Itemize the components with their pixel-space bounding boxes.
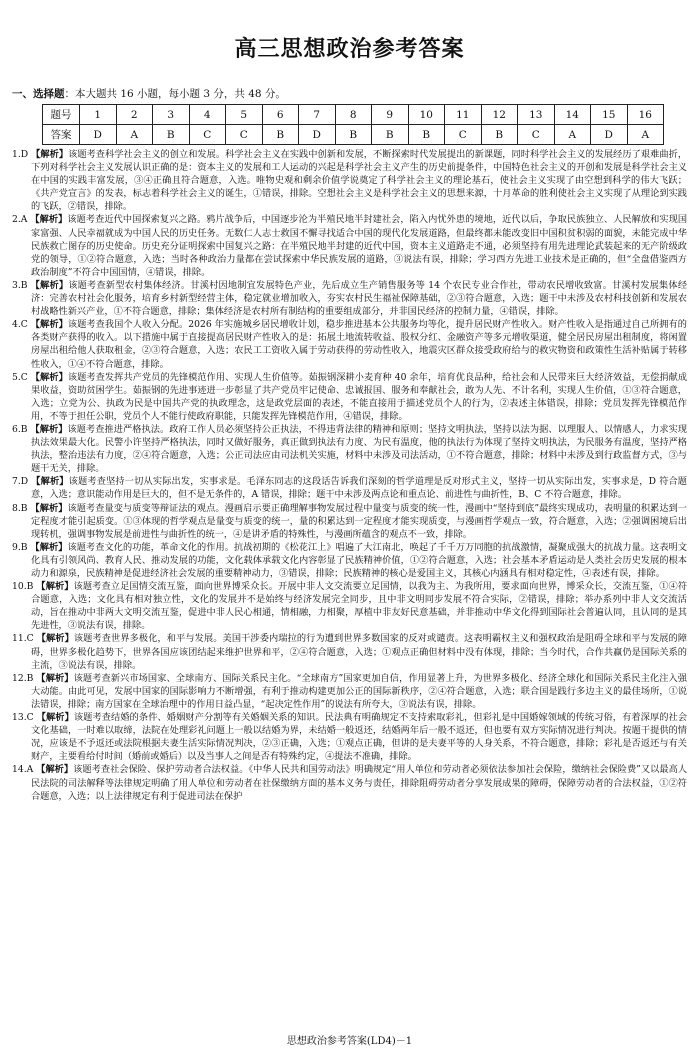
analysis-tag: 【解析】: [36, 712, 74, 724]
item-number: 12.B: [12, 672, 34, 684]
explanation-item: [12, 580, 687, 632]
section-label: 一、选择题: [12, 88, 65, 100]
answer-cell: B: [335, 125, 372, 145]
question-number-cell: 4: [189, 105, 226, 125]
item-text: 该题考查发挥共产党员的先锋模范作用、实现人生价值等。茹振钢深耕小麦育种 40 余年，培育优良品种，给社会和人民带来巨大经济效益，无偿捐献成果收益，资助贫困学生。茹振钢的先进事迹进一步彰显了共产党员牢记使命、忠诚报国、服务和奉献社会，敢为人先、不计名利，实现人生价值，①③符合题意，入选；立党为公、执政为民是中国共产党的执政理念，这是政党层面的表述，不能直接用于描述党员个人的行为，②表述主体错误，排除；党员发挥先锋模范作用，不等于担任公职，党员个人不能行使政府职能，只能发挥先锋模范作用，④错误，排除。: [31, 371, 688, 422]
answer-cell: D: [299, 125, 336, 145]
item-number: 1.D: [12, 149, 29, 160]
answer-cell: C: [518, 125, 555, 145]
question-number-cell: 5: [226, 105, 263, 125]
item-number: 8.B: [12, 502, 28, 514]
answer-cell: B: [262, 125, 299, 145]
analysis-tag: 【解析】: [30, 502, 68, 514]
item-text: 该题考查新型农村集体经济。甘溪村因地制宜发展特色产业，先后成立生产销售服务等 14 个农民专业合作社，带动农民增收致富。甘溪村发展集体经济：完善农村社会化服务，培育乡村新型经营主体，稳定就业增加收入，夯实农村民生福祉保障基础，②③符合题意，入选；题干中未涉及农村科技创新和发展农村战略性新兴产业，①不符合题意，排除；集体经济是农村所有制结构的重要组成部分，并非国民经济的控制力量，④错误，排除。: [31, 279, 688, 318]
item-number: 9.B: [12, 541, 28, 553]
item-text: 该题考查文化的功能，革命文化的作用。抗战初期的《松花江上》唱遍了大江南北，唤起了千千万万同胞的抗战激情，凝聚成强大的抗战力量。这表明文化具有引领风尚、教育人民、推动发展的功能，文化载体承载文化内容彰显了民族精神价值，①②符合题意，入选；社会基本矛盾运动是人类社会历史发展的根本动力和源泉，民族精神是促进经济社会发展的重要精神动力，③错误，排除；民族精神的核心是爱国主义，其核心内涵具有相对稳定性，④表述有误，排除。: [31, 541, 688, 579]
answer-cell: A: [627, 125, 664, 145]
item-text: 该题考查结婚的条件、婚姻财产分割等有关婚姻关系的知识。民法典有明确规定不支持索取彩礼，但彩礼是中国婚嫁领域的传统习俗，有着深厚的社会文化基础，一时难以取缔，法院在处理彩礼问题上一般以结婚为界，未结婚一般返还，结婚两年后一般不返还，但也要有双方实际情况进行判决。按题干提供的情况，应该是不予返还或法院根据夫妻生活实际情况判决，②③正确，入选；①观点正确，但讲的是夫妻平等的人身关系，不符合题意，排除；彩礼是否返还与有关财产，主要看给付时间（婚前或婚后）以及当事人之间是否有特殊约定，④提法不准确，排除。: [31, 712, 688, 763]
question-number-cell: 7: [299, 105, 336, 125]
answer-table: [42, 104, 664, 145]
item-text: 该题考查量变与质变等辩证法的观点。漫画启示要正确理解事物发展过程中量变与质变的统一性，漫画中“坚持到底”最终实现成功，表明量的积累达到一定程度才能引起质变。①③体现的哲学观点是量变与质变的统一，量的积累达到一定程度才能实现质变，与漫画哲学观点一致，符合题意，入选；②强调困境后出现转机，强调事物发展是前进性与曲折性的统一，④是讲矛盾的特殊性，与漫画所蕴含的观点不一致，排除。: [31, 502, 688, 540]
analysis-tag: 【解析】: [30, 371, 68, 383]
question-number-cell: 8: [335, 105, 372, 125]
answer-cell: B: [153, 125, 190, 145]
analysis-tag: 【解析】: [36, 633, 74, 645]
analysis-tag: 【解析】: [36, 672, 74, 684]
question-number-cell: 10: [408, 105, 445, 125]
question-number-cell: 13: [518, 105, 555, 125]
item-number: 14.A: [12, 764, 34, 776]
answer-cell: A: [554, 125, 591, 145]
item-text: 该题考查近代中国探索复兴之路。鸦片战争后，中国逐步沦为半殖民地半封建社会，陷入内忧外患的境地，近代以后，争取民族独立、人民解放和实现国家富强、人民幸福就成为中国人民的历史任务。无数仁人志士救国不懈寻找适合中国的现代化发展道路，但最终都未能改变旧中国积贫积弱的面貌，未能完成中华民族救亡图存的历史使命。历史充分证明探索中国复兴之路：在半殖民地半封建的近代中国，资本主义道路走不通，必须坚持有用先进理论武装起来的无产阶级政党的领导，①②符合题意，入选；当时各种政治力量都在尝试探索中华民族发展的道路，③说法有误，排除；学习西方先进工业技术是正确的，但“全盘借鉴西方政治制度”不符合中国国情，④错误，排除。: [31, 214, 688, 278]
explanation-list: [12, 148, 687, 803]
question-number-cell: 14: [554, 105, 591, 125]
answer-cell: D: [591, 125, 628, 145]
explanation-item: [12, 423, 687, 475]
explanation-item: [12, 475, 687, 501]
item-number: 2.A: [12, 214, 28, 226]
question-number-cell: 2: [116, 105, 153, 125]
item-text: 该题考查社会保险、保护劳动者合法权益。《中华人民共和国劳动法》明确规定“用人单位和劳动者必须依法参加社会保险，缴纳社会保险费”又以最高人民法院的司法解释等法律规定明确了用人单位和劳动者在社保缴纳方面的基本义务与责任，排除阻碍劳动者分享发展成果的障碍，保障劳动者的合法权益，①②符合题意，入选；以上法律规定有利于促进司法在保护: [31, 764, 688, 802]
section-heading: [12, 86, 687, 102]
explanation-item: [12, 502, 687, 541]
question-number-cell: 3: [153, 105, 190, 125]
question-number-cell: 6: [262, 105, 299, 125]
item-number: 6.B: [12, 423, 28, 435]
question-number-cell: 16: [627, 105, 664, 125]
explanation-item: [12, 763, 687, 802]
item-text: 该题考查世界多极化，和平与发展。美国干涉委内瑞拉的行为遭到世界多数国家的反对或谴责。这表明霸权主义和强权政治是阻碍全球和平与发展的障碍，世界多极化趋势下，世界各国应该团结起来维护世界和平，②④符合题意，入选；①观点正确但材料中没有体现，排除；当今时代，合作共赢仍是国际关系的主流，③说法有误，排除。: [31, 633, 688, 671]
item-number: 5.C: [12, 371, 28, 383]
explanation-item: [12, 371, 687, 423]
analysis-tag: 【解析】: [31, 149, 69, 160]
explanation-item: [12, 279, 687, 318]
analysis-tag: 【解析】: [36, 764, 74, 776]
item-number: 13.C: [12, 712, 34, 724]
analysis-tag: 【解析】: [30, 541, 68, 553]
question-number-cell: 1: [80, 105, 117, 125]
question-number-cell: 12: [481, 105, 518, 125]
question-number-cell: 11: [445, 105, 482, 125]
explanation-item: [12, 672, 687, 711]
item-number: 3.B: [12, 279, 28, 291]
item-number: 11.C: [12, 633, 34, 645]
explanation-item: [12, 213, 687, 278]
question-number-row: [43, 105, 664, 125]
item-text: 该题考查立足国情交流互鉴，面向世界博采众长。开展中非人文交流要立足国情，以我为主、为我所用，要求面向世界，博采众长，交流互鉴，①④符合题意，入选；文化具有相对独立性，文化的发展并不是始终与经济发展完全同步，且中非文明同步发展不符合实际，②错误，排除；举办系列中非人文交流活动，旨在推动中非两大文明交流互鉴，促进中非人民心相通，情相融，力相聚，厚植中非友好民意基础，并非推动中华文化得到国际社会普遍认同，且认同的是其先进性，③说法有误，排除。: [31, 581, 688, 632]
answer-cell: B: [408, 125, 445, 145]
analysis-tag: 【解析】: [30, 214, 68, 226]
answer-cell: C: [189, 125, 226, 145]
explanation-item: [12, 318, 687, 370]
explanation-item: [12, 541, 687, 580]
answer-cell: B: [372, 125, 409, 145]
item-text: 该题考查新兴市场国家、全球南方、国际关系民主化。“全球南方”国家更加自信，作用显著上升，为世界多极化、经济全球化和国际关系民主化注入强大动能。由此可见，发展中国家的国际影响力不断增强，有利于推动构建更加公正的国际新秩序，②④符合题意，入选；联合国是践行多边主义的最佳场所，①说法错误，排除；南方国家在全球治理中的作用日益凸显，“起决定性作用”的说法有所夸大，③说法有误，排除。: [31, 672, 687, 710]
explanation-item: [12, 711, 687, 763]
answer-cell: C: [226, 125, 263, 145]
analysis-tag: 【解析】: [30, 423, 68, 435]
analysis-tag: 【解析】: [30, 279, 69, 291]
analysis-tag: 【解析】: [30, 319, 68, 331]
row-label-question-number: 题号: [43, 105, 80, 125]
answer-row: [43, 125, 664, 145]
item-text: 该题考查科学社会主义的创立和发展。科学社会主义在实践中创新和发展，不断探索时代发展提出的新课题，同时科学社会主义的发展经历了艰难曲折，下列对科学社会主义发展认识正确的是：资本主义的发展和工人运动的兴起是科学社会主义产生的历史前提条件，中国特色社会主义的开创和发展是科学社会主义在中国的实践丰富发展，③④正确且符合题意，入选。唯物史观和剩余价值学说奠定了科学社会主义的理论基石，使社会主义实现了由空想到科学的伟大飞跃；《共产党宣言》的发表，标志着科学社会主义的诞生，①错误，排除。空想社会主义是科学社会主义的思想来源，十月革命的胜利使社会主义实现了从理论到实践的飞跃，②错误，排除。: [31, 149, 688, 213]
page-title: 高三思想政治参考答案: [234, 37, 465, 62]
row-label-answer: 答案: [43, 125, 80, 145]
analysis-tag: 【解析】: [31, 476, 69, 488]
section-description: ：本大题共 16 小题，每小题 3 分，共 48 分。: [64, 88, 286, 100]
answer-cell: C: [445, 125, 482, 145]
item-number: 4.C: [12, 319, 28, 331]
answer-cell: A: [116, 125, 153, 145]
analysis-tag: 【解析】: [36, 581, 74, 593]
item-number: 7.D: [12, 476, 29, 488]
page-footer: 思想政治参考答案(LD4)－1: [286, 1036, 413, 1047]
item-number: 10.B: [12, 581, 34, 593]
question-number-cell: 15: [591, 105, 628, 125]
question-number-cell: 9: [372, 105, 409, 125]
item-text: 该题考查推进严格执法。政府工作人员必须坚持公正执法，不得违背法律的精神和原则；坚持文明执法，坚持以法为据、以理服人、以情感人，力求实现执法效果最大化。民警小许坚持严格执法，同时又做好服务，真正做到执法有力度、为民有温度，他的执法行为体现了坚持文明执法，为民服务有温度，坚持严格执法，整治违法有力度，②④符合题意，入选；公正司法应由司法机关实施，材料中未涉及司法活动，①不符合题意，排除；材料中未涉及到行政监督方式，③与题干无关，排除。: [31, 423, 688, 475]
explanation-item: [12, 632, 687, 671]
answer-cell: D: [80, 125, 117, 145]
item-text: 该题考查我国个人收入分配。2026 年实施城乡居民增收计划，稳步推进基本公共服务均等化，提升居民财产性收入。财产性收入是指通过自己所拥有的各类财产获得的收入。以下措施中属于直接提高居民财产性收入的是：拓展土地流转收益、股权分红、金融资产等多元增收渠道，健全居民房屋出租制度，将闲置房屋出租给他人获取租金，②③符合题意，入选；农民工工资收入属于劳动获得的劳动性收入，地震灾区群众接受政府给与的救灾物资和政策性生活补贴属于转移性收入，①④不符合题意，排除。: [31, 319, 687, 370]
explanation-item: [12, 148, 687, 213]
answer-cell: B: [481, 125, 518, 145]
item-text: 该题考查坚持一切从实际出发，实事求是。毛泽东同志的这段话告诉我们深刻的哲学道理是反对形式主义，坚持一切从实际出发，实事求是，D 符合题意，入选；意识能动作用是巨大的，但不是无条件的，A 错误，排除；题干中未涉及两点论和重点论、前进性与曲折性，B、C 不符合题意，排除。: [31, 476, 687, 501]
